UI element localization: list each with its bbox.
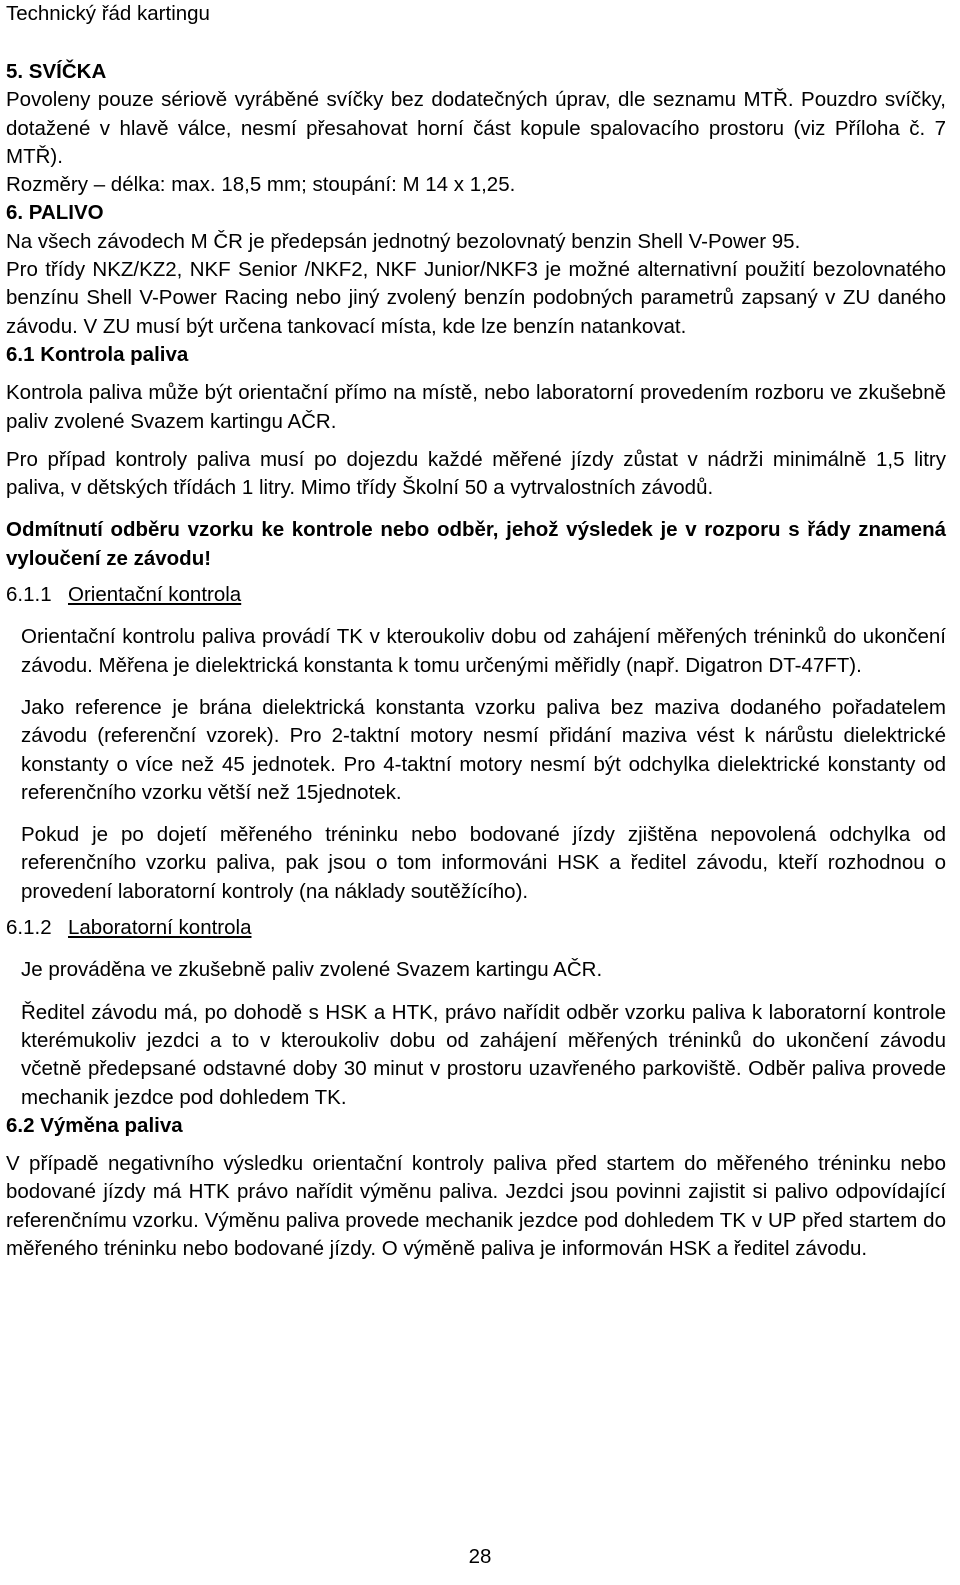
content-column (6, 58, 946, 1263)
section-6-2-heading: 6.2 Výměna paliva (6, 1113, 183, 1137)
section-6-heading: 6. PALIVO (6, 201, 104, 225)
section-5-paragraph-2: Rozměry – délka: max. 18,5 mm; stoupání: M 14 x 1,25. (6, 173, 516, 197)
section-6-1-1-title: Orientační kontrola (68, 583, 242, 607)
section-6-1-1-paragraph-3: Pokud je po dojetí měřeného tréninku nebo bodované jízdy zjištěna nepovolená odchylka od referenčního vzorku paliva, pak jsou o tom informováni HSK a ředitel závodu, kteří rozhodnou o provedení laboratorní kontroly (na náklady soutěžícího). (21, 823, 946, 903)
section-5-paragraph-1: Povoleny pouze sériově vyráběné svíčky bez dodatečných úprav, dle seznamu MTŘ. Pouzdro svíčky, dotažené v hlavě válce, nesmí přesahovat horní část kopule spalovacího prostoru (viz Příloha č. 7 MTŘ). (6, 88, 946, 168)
page-number: 28 (468, 1545, 492, 1568)
section-6-1-heading: 6.1 Kontrola paliva (6, 342, 189, 366)
page-header: Technický řád kartingu (6, 2, 210, 25)
section-6-paragraph-1: Na všech závodech M ČR je předepsán jednotný bezolovnatý benzin Shell V-Power 95. (6, 229, 801, 253)
section-5-heading: 5. SVÍČKA (6, 60, 107, 83)
section-6-1-2-title: Laboratorní kontrola (68, 916, 252, 940)
section-6-1-2-number: 6.1.2 (6, 916, 52, 940)
section-6-1-paragraph-1: Kontrola paliva může být orientační přímo na místě, nebo laboratorní provedením rozboru ve zkušebně paliv zvolené Svazem kartingu AČR. (6, 381, 946, 433)
section-6-1-paragraph-2: Pro případ kontroly paliva musí po dojezdu každé měřené jízdy zůstat v nádrži minimálně 1,5 litry paliva, v dětských třídách 1 litry. Mimo třídy Školní 50 a vytrvalostních závodů. (6, 447, 946, 500)
section-6-1-2-paragraph-1: Je prováděna ve zkušebně paliv zvolené Svazem kartingu AČR. (21, 958, 603, 982)
section-6-2-paragraph-1: V případě negativního výsledku orientační kontroly paliva před startem do měřeného tréninku nebo bodované jízdy má HTK právo nařídit výměnu paliva. Jezdci jsou povinni zajistit si palivo odpovídající referenčnímu vzorku. Výměnu paliva provede mechanik jezdce pod dohledem TK v UP před startem do měřeného tréninku nebo bodované jízdy. O výměně paliva je informován HSK a ředitel závodu. (6, 1152, 946, 1260)
section-6-1-1-paragraph-2: Jako reference je brána dielektrická konstanta vzorku paliva bez maziva dodaného pořadatelem závodu (referenční vzorek). Pro 2-taktní motory nesmí přidání maziva vést k nárůstu dielektrické konstanty o více než 45 jednotek. Pro 4-taktní motory nesmí být odchylka dielektrické konstanty od referenčního vzorku větší než 15jednotek. (21, 695, 946, 804)
section-6-1-warning: Odmítnutí odběru vzorku ke kontrole nebo odběr, jehož výsledek je v rozporu s řády znamená vyloučení ze závodu! (6, 518, 946, 570)
section-6-1-1-number: 6.1.1 (6, 583, 52, 607)
section-6-1-2-paragraph-2: Ředitel závodu má, po dohodě s HSK a HTK, právo nařídit odběr vzorku paliva k laboratorní kontrole kterémukoliv jezdci a to v kteroukoliv dobu od zahájení měřených tréninků do ukončení závodu včetně předepsané odstavné doby 30 minut v prostoru uzavřeného parkoviště. Odběr paliva provede mechanik jezdce pod dohledem TK. (21, 1000, 946, 1109)
section-6-1-1-paragraph-1: Orientační kontrolu paliva provádí TK v kteroukoliv dobu od zahájení měřených tréninků do ukončení závodu. Měřena je dielektrická konstanta k tomu určenými měřidly (např. Digatron DT-47FT). (21, 625, 946, 677)
section-6-paragraph-2: Pro třídy NKZ/KZ2, NKF Senior /NKF2, NKF Junior/NKF3 je možné alternativní použití bezolovnatého benzínu Shell V-Power Racing nebo jiný zvolený benzín podobných parametrů zapsaný v ZU daného závodu. V ZU musí být určena tankovací místa, kde lze benzín natankovat. (6, 258, 946, 338)
section-6-1-1-heading (6, 581, 946, 609)
section-6-1-2-heading (6, 914, 946, 942)
